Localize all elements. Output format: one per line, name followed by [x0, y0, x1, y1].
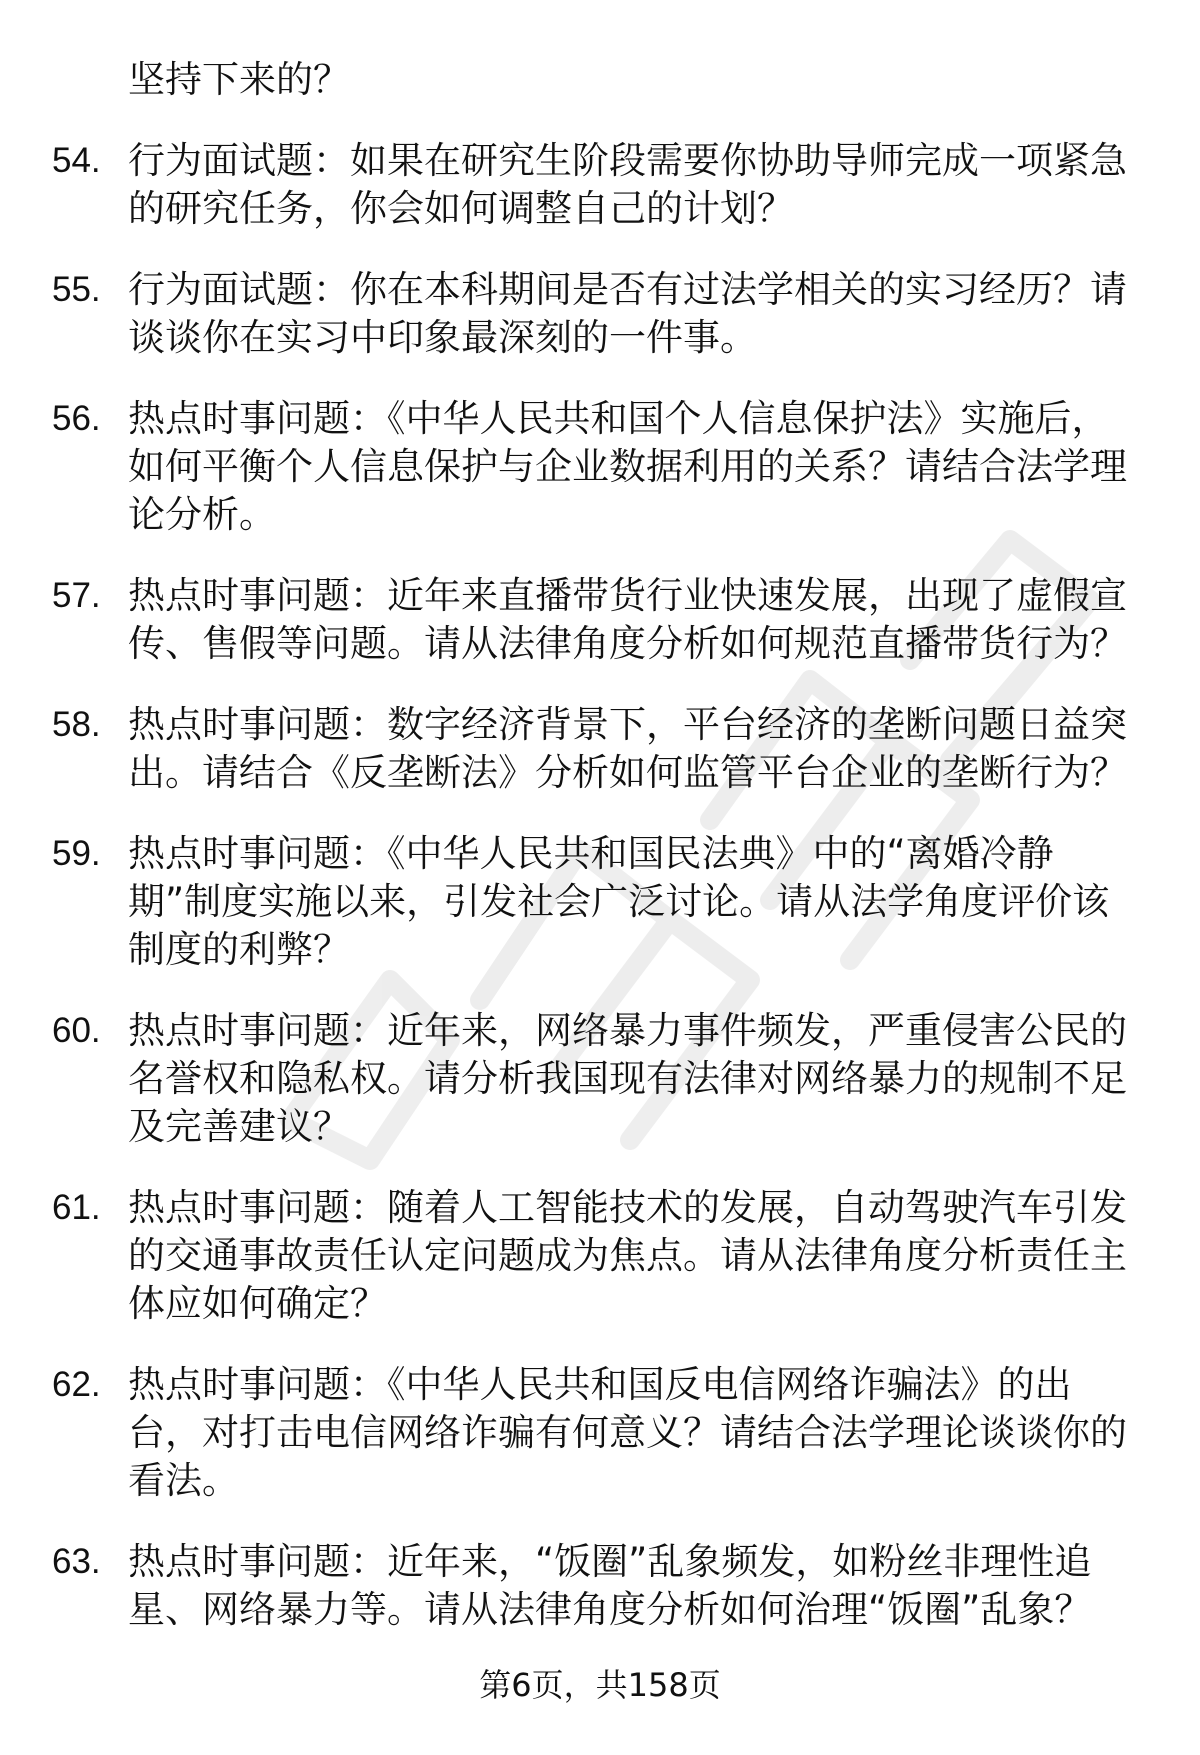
item-number: 61. — [52, 1188, 101, 1227]
item-text: 行为面试题：如果在研究生阶段需要你协助导师完成一项紧急的研究任务，你会如何调整自己的计划？ — [128, 139, 1127, 230]
list-item — [52, 830, 1152, 974]
list-item — [52, 1184, 1152, 1328]
list-item — [52, 1007, 1152, 1151]
item-text: 热点时事问题：近年来，“饭圈”乱象频发，如粉丝非理性追星、网络暴力等。请从法律角度分析如何治理“饭圈”乱象？ — [128, 1540, 1092, 1631]
continuation-text: 坚持下来的？ — [128, 58, 350, 101]
list-item — [52, 137, 1152, 233]
list-item — [52, 1361, 1152, 1505]
list-item — [52, 1538, 1152, 1634]
list-item — [52, 395, 1152, 539]
item-number: 54. — [52, 141, 101, 180]
list-item — [52, 572, 1152, 668]
item-number: 62. — [52, 1365, 101, 1404]
item-text: 热点时事问题：《中华人民共和国反电信网络诈骗法》的出台，对打击电信网络诈骗有何意义？请结合法学理论谈谈你的看法。 — [128, 1363, 1127, 1502]
item-text: 热点时事问题：近年来，网络暴力事件频发，严重侵害公民的名誉权和隐私权。请分析我国现有法律对网络暴力的规制不足及完善建议？ — [128, 1009, 1127, 1148]
item-number: 55. — [52, 270, 101, 309]
item-text: 热点时事问题：随着人工智能技术的发展，自动驾驶汽车引发的交通事故责任认定问题成为焦点。请从法律角度分析责任主体应如何确定？ — [128, 1186, 1127, 1325]
page-footer: 第6页，共158页 — [479, 1666, 721, 1704]
item-number: 56. — [52, 399, 101, 438]
item-number: 63. — [52, 1542, 101, 1581]
item-text: 热点时事问题：《中华人民共和国个人信息保护法》实施后，如何平衡个人信息保护与企业数据利用的关系？请结合法学理论分析。 — [128, 397, 1127, 536]
list-item — [52, 701, 1152, 797]
item-number: 60. — [52, 1011, 101, 1050]
item-text: 行为面试题：你在本科期间是否有过法学相关的实习经历？请谈谈你在实习中印象最深刻的一件事。 — [128, 268, 1127, 359]
item-text: 热点时事问题：数字经济背景下，平台经济的垄断问题日益突出。请结合《反垄断法》分析如何监管平台企业的垄断行为？ — [128, 703, 1127, 794]
item-text: 热点时事问题：近年来直播带货行业快速发展，出现了虚假宣传、售假等问题。请从法律角度分析如何规范直播带货行为？ — [128, 574, 1127, 665]
item-text: 热点时事问题：《中华人民共和国民法典》中的“离婚冷静期”制度实施以来，引发社会广泛讨论。请从法学角度评价该制度的利弊？ — [128, 832, 1110, 971]
item-number: 59. — [52, 834, 101, 873]
item-number: 58. — [52, 705, 101, 744]
question-list — [52, 56, 1152, 1667]
list-item — [52, 266, 1152, 362]
item-number: 57. — [52, 576, 101, 615]
